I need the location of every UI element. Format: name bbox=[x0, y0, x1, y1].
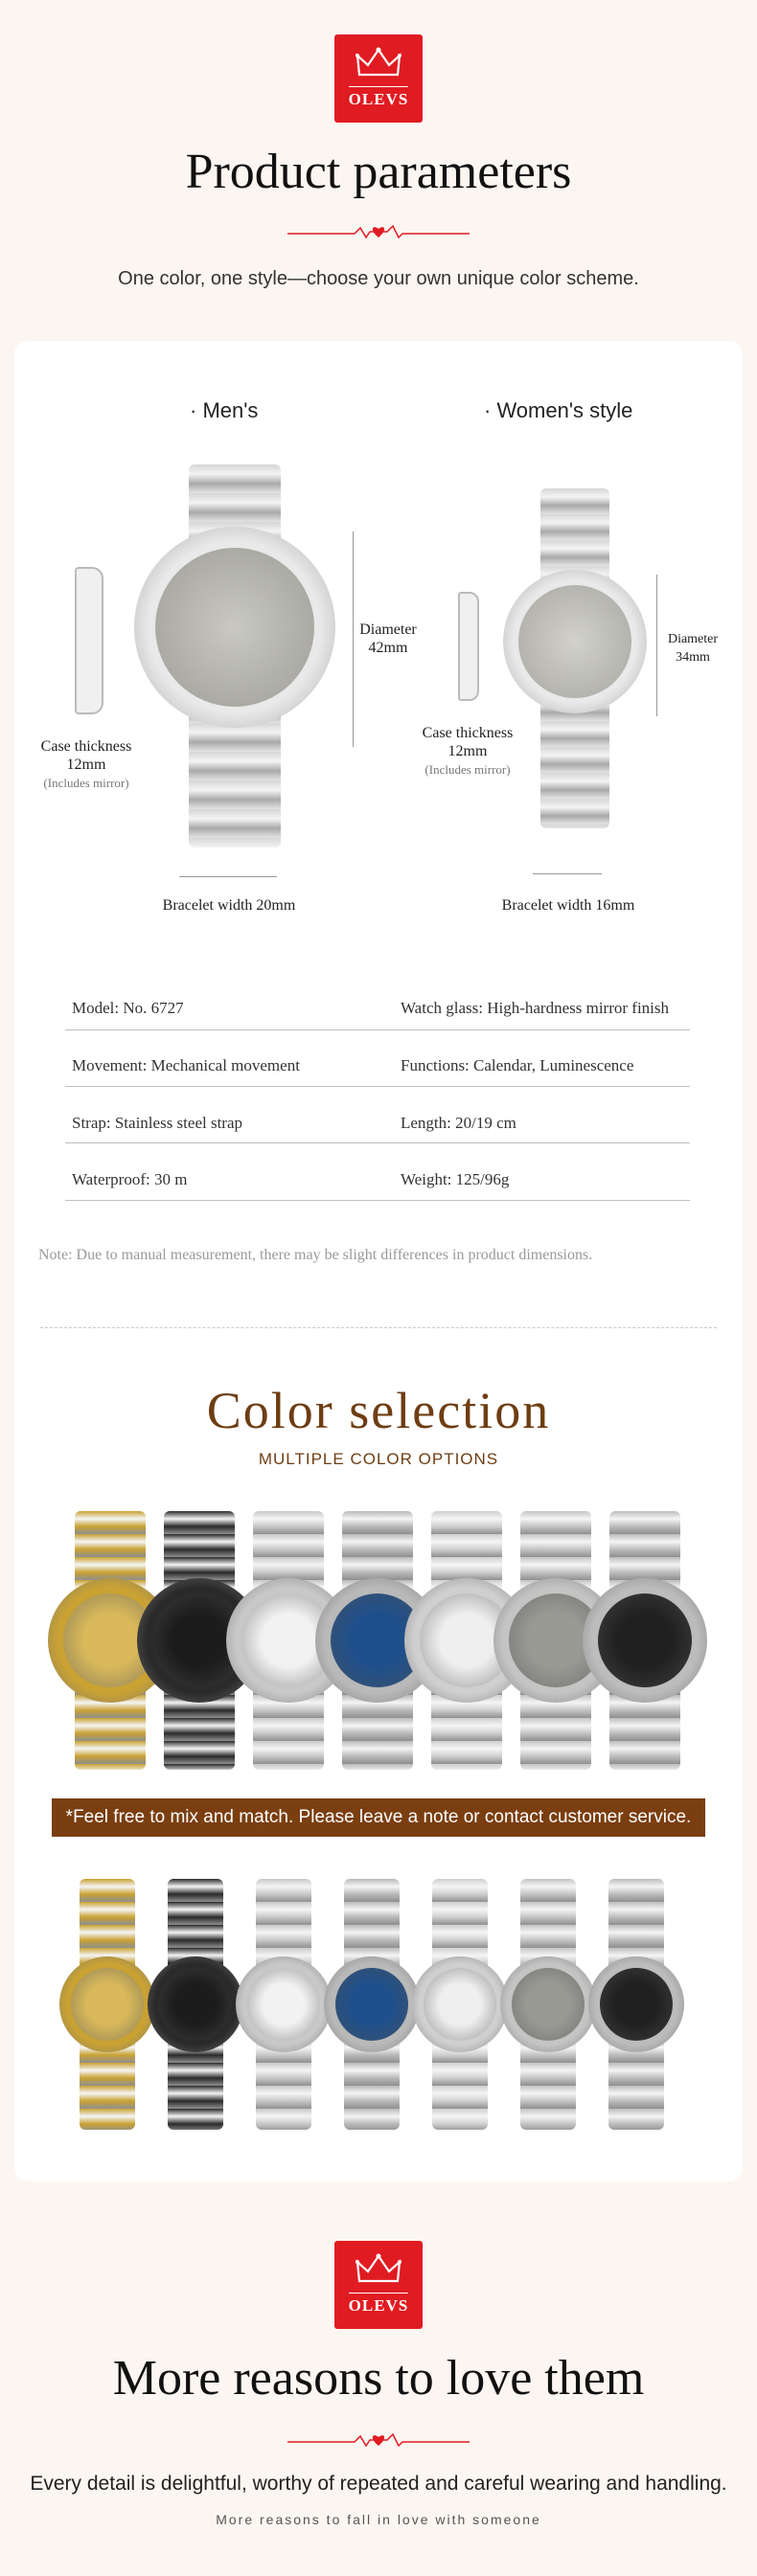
spec-waterproof: Waterproof: 30 m bbox=[72, 1170, 188, 1188]
watch-variant-grey bbox=[500, 1879, 596, 2130]
watch-variant-silver-black bbox=[583, 1511, 707, 1770]
crown-icon bbox=[354, 46, 403, 79]
spec-divider bbox=[65, 1200, 690, 1201]
watch-variant-silver-gold-white bbox=[236, 1879, 332, 2130]
mens-color-row bbox=[48, 1511, 709, 1770]
spec-weight: Weight: 125/96g bbox=[401, 1170, 510, 1188]
spec-divider bbox=[65, 1086, 690, 1087]
crown-icon bbox=[354, 2252, 403, 2285]
spec-glass: Watch glass: High-hardness mirror finish bbox=[401, 999, 670, 1017]
watch-variant-gold bbox=[59, 1879, 155, 2130]
spec-divider bbox=[65, 1029, 690, 1030]
logo-text: OLEVS bbox=[349, 86, 409, 109]
heartbeat-divider-icon bbox=[287, 2430, 470, 2450]
womens-color-row bbox=[59, 1879, 698, 2130]
womens-side-profile bbox=[458, 592, 479, 701]
spec-functions: Functions: Calendar, Luminescence bbox=[401, 1056, 634, 1074]
params-subtitle: One color, one style—choose your own unique color scheme. bbox=[118, 268, 639, 289]
reasons-line2: More reasons to fall in love with someone bbox=[216, 2512, 541, 2527]
params-title: Product parameters bbox=[185, 145, 572, 199]
olevs-logo bbox=[334, 34, 423, 123]
mix-match-banner: *Feel free to mix and match. Please leave a note or contact customer service. bbox=[52, 1798, 705, 1837]
womens-thickness: Case thickness 12mm (Includes mirror) bbox=[422, 725, 514, 777]
mens-bracelet-line bbox=[179, 876, 277, 877]
womens-bracelet: Bracelet width 16mm bbox=[501, 897, 635, 914]
mens-side-profile bbox=[75, 567, 103, 714]
reasons-title: More reasons to love them bbox=[112, 2351, 645, 2406]
spec-length: Length: 20/19 cm bbox=[401, 1114, 516, 1132]
spec-movement: Movement: Mechanical movement bbox=[72, 1056, 300, 1074]
watch-variant-silver-black bbox=[588, 1879, 684, 2130]
spec-model: Model: No. 6727 bbox=[72, 999, 184, 1017]
watch-variant-black bbox=[148, 1879, 243, 2130]
mens-diameter: Diameter 42mm bbox=[359, 621, 417, 656]
mens-bracelet: Bracelet width 20mm bbox=[162, 897, 296, 914]
womens-label: · Women's style bbox=[484, 398, 633, 422]
measurement-note: Note: Due to manual measurement, there may be slight differences in product dimensions. bbox=[38, 1247, 593, 1263]
spec-strap: Strap: Stainless steel strap bbox=[72, 1114, 243, 1132]
spec-divider bbox=[65, 1142, 690, 1143]
watch-variant-white bbox=[412, 1879, 508, 2130]
section-divider bbox=[40, 1327, 717, 1328]
heartbeat-divider-icon bbox=[287, 222, 470, 241]
womens-bracelet-line bbox=[533, 873, 602, 874]
olevs-logo-bottom bbox=[334, 2241, 423, 2329]
logo-text: OLEVS bbox=[349, 2293, 409, 2316]
womens-diameter: Diameter 34mm bbox=[667, 632, 719, 665]
colors-title: Color selection bbox=[206, 1382, 551, 1439]
colors-subtitle: MULTIPLE COLOR OPTIONS bbox=[258, 1450, 499, 1468]
reasons-line1: Every detail is delightful, worthy of repeated and careful wearing and handling. bbox=[30, 2473, 727, 2495]
womens-diameter-line bbox=[656, 575, 657, 716]
mens-watch-image bbox=[125, 464, 345, 847]
watch-variant-blue bbox=[324, 1879, 420, 2130]
mens-thickness: Case thickness 12mm (Includes mirror) bbox=[40, 738, 132, 790]
mens-label: · Men's bbox=[190, 398, 259, 422]
